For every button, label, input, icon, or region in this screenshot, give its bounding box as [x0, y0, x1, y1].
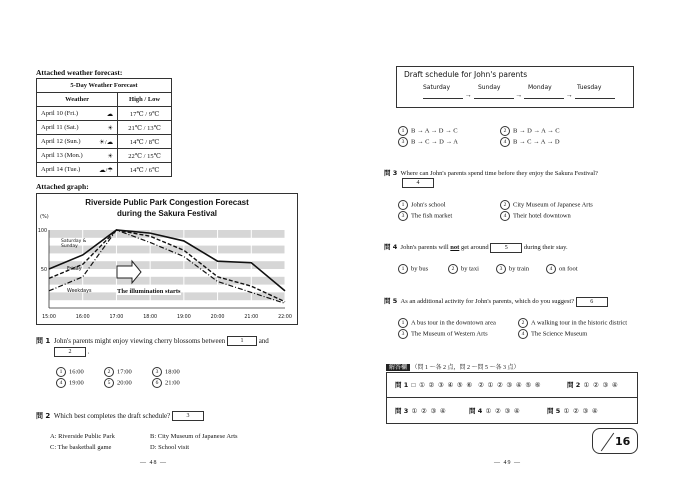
answer-note: （問 1 ～各 2 点，問 2 ～問 5 ～各 3 点）: [411, 365, 520, 371]
grid-band: [49, 277, 285, 285]
q1-line-2: 2 .: [54, 347, 90, 357]
weather-date: April 10 (Fri.): [41, 109, 79, 117]
option-text: 20:00: [117, 379, 132, 387]
grid-band: [49, 246, 285, 254]
q3-number: 問 3: [384, 169, 398, 177]
option-number: 3: [398, 329, 408, 339]
weather-date: April 12 (Sun.): [41, 137, 81, 145]
option-number: 2: [518, 318, 528, 328]
q2-answer-box[interactable]: 3: [172, 411, 204, 421]
day-monday: Monday: [528, 84, 552, 91]
option-text: B → C → A → D: [513, 138, 560, 146]
weather-date: April 14 (Tue.): [41, 165, 81, 173]
option-number: 4: [500, 211, 510, 221]
answer-q1: [395, 380, 542, 389]
q1-number: 問 1: [36, 337, 51, 345]
option-text: Their hotel downtown: [513, 212, 571, 220]
page-number-left: — 48 —: [140, 460, 167, 466]
q5-option[interactable]: [518, 318, 627, 328]
ans-q2-label: 問 2: [567, 381, 581, 389]
day-saturday: Saturday: [423, 84, 451, 91]
weather-table: [36, 78, 172, 177]
ans-q3-bubbles[interactable]: ① ② ③ ④: [411, 408, 447, 415]
answer-q2: [567, 380, 619, 389]
option-text: by taxi: [461, 265, 479, 273]
q4-answer-box[interactable]: 5: [490, 243, 522, 253]
option-text: B → A → D → C: [411, 127, 458, 135]
q3-option[interactable]: [398, 211, 452, 221]
q2-option[interactable]: [500, 137, 560, 147]
series-label-part: Saturday &: [61, 239, 87, 244]
q4-text-c: during their stay.: [523, 244, 568, 251]
x-tick-label: 19:00: [176, 315, 191, 320]
ans-q2-bubbles[interactable]: ① ② ③ ④: [583, 382, 619, 389]
q3-option[interactable]: [398, 200, 446, 210]
q4-not: not: [450, 244, 460, 251]
q2-item: A: Riverside Public Park: [50, 433, 115, 440]
q1-option[interactable]: [152, 367, 180, 377]
arrow-icon: →: [565, 91, 573, 99]
weather-row: [37, 135, 172, 149]
option-number: 1: [56, 367, 66, 377]
q3-option[interactable]: [500, 200, 593, 210]
q4-option[interactable]: [546, 264, 578, 274]
x-tick-label: 22:00: [278, 315, 292, 320]
option-text: by bus: [411, 265, 429, 273]
answer-tag: 解答欄: [386, 364, 410, 371]
blank: [474, 92, 514, 99]
answer-row-1: [387, 373, 637, 398]
option-number: 2: [500, 126, 510, 136]
q4-option[interactable]: [448, 264, 479, 274]
option-number: 1: [398, 318, 408, 328]
page-number-right: — 49 —: [494, 460, 521, 466]
option-number: 1: [398, 126, 408, 136]
graph-title-2: during the Sakura Festival: [116, 209, 218, 218]
option-number: 2: [448, 264, 458, 274]
weather-temp: 22℃ / 15℃: [118, 149, 172, 163]
x-tick-label: 15:00: [42, 315, 56, 320]
sun-icon: ☀: [107, 124, 114, 132]
weather-title: 5-Day Weather Forecast: [37, 79, 172, 93]
weather-temp: 14℃ / 8℃: [118, 135, 172, 149]
q2-item: B: City Museum of Japanese Arts: [150, 433, 238, 440]
weather-date: April 13 (Mon.): [41, 151, 83, 159]
score-slash: [601, 433, 614, 452]
option-number: 4: [546, 264, 556, 274]
option-number: 6: [152, 378, 162, 388]
q3-answer-box[interactable]: 4: [402, 178, 434, 188]
option-text: B → D → A → C: [513, 127, 560, 135]
ans-q1-bubbles-2[interactable]: ② ① ② ③ ④ ⑤ ⑥: [478, 382, 542, 389]
q4-option[interactable]: [398, 264, 428, 274]
option-text: B → C → D → A: [411, 138, 458, 146]
y-tick-label: 50: [40, 268, 47, 273]
q1-and: and: [258, 337, 269, 345]
weather-temp: 21℃ / 13℃: [118, 121, 172, 135]
option-text: John's school: [411, 201, 446, 209]
q2-number: 問 2: [36, 412, 51, 420]
option-text: 18:00: [165, 368, 180, 376]
q4-text-b: get around: [460, 244, 489, 251]
option-text: on foot: [559, 265, 578, 273]
q2-text: Which best completes the draft schedule?: [53, 412, 171, 420]
answer-header: [386, 362, 520, 371]
question-3: [384, 168, 598, 177]
q1-option[interactable]: [56, 367, 84, 377]
draft-title: Draft schedule for John's parents: [404, 70, 528, 79]
x-tick-label: 18:00: [143, 315, 158, 320]
congestion-graph: [36, 193, 298, 325]
x-tick-label: 20:00: [210, 315, 225, 320]
graph-label: Attached graph:: [36, 182, 89, 191]
weather-date: April 11 (Sat.): [41, 123, 79, 131]
series-label-part: Sunday: [61, 244, 78, 249]
answer-q5: [547, 406, 599, 415]
option-number: 5: [104, 378, 114, 388]
sun-icon: ☀: [107, 152, 114, 160]
ans-q4-label: 問 4: [469, 407, 483, 415]
q4-option[interactable]: [496, 264, 529, 274]
ans-q1-bubbles-1[interactable]: □ ① ② ③ ④ ⑤ ⑥: [411, 382, 474, 389]
q1-option[interactable]: [152, 378, 180, 388]
draft-schedule-box: [396, 66, 634, 108]
option-text: 19:00: [69, 379, 84, 387]
option-number: 2: [500, 200, 510, 210]
temp-col-head: High / Low: [118, 93, 172, 107]
ans-q1-label: 問 1: [395, 381, 409, 389]
x-tick-label: 21:00: [244, 315, 259, 320]
ans-q5-label: 問 5: [547, 407, 561, 415]
answer-q3: [395, 406, 447, 415]
option-number: 4: [56, 378, 66, 388]
option-text: The fish market: [411, 212, 453, 220]
option-text: A walking tour in the historic district: [531, 319, 628, 327]
score-total: 16: [615, 435, 631, 448]
question-2: [36, 411, 204, 421]
ans-q5-bubbles[interactable]: ① ② ③ ④: [563, 408, 599, 415]
q1-option[interactable]: [104, 378, 132, 388]
congestion-chart: [37, 194, 297, 324]
blank: [575, 92, 615, 99]
option-number: 3: [398, 211, 408, 221]
series-label-weekdays: Weekdays: [67, 289, 92, 294]
weather-row: [37, 149, 172, 163]
q2-item: C: The basketball game: [50, 444, 112, 451]
day-tuesday: Tuesday: [577, 84, 602, 91]
y-tick-label: 100: [37, 229, 47, 234]
question-5: [384, 296, 608, 307]
series-label-friday: Friday: [67, 267, 82, 272]
option-text: by train: [509, 265, 530, 273]
answer-sheet: [386, 372, 638, 424]
question-1: [36, 336, 269, 346]
day-sunday: Sunday: [478, 84, 501, 91]
illumination-label: The illumination starts: [117, 288, 181, 295]
ans-q4-bubbles[interactable]: ① ② ③ ④: [485, 408, 521, 415]
score-box: [592, 428, 638, 454]
option-text: 17:00: [117, 368, 132, 376]
q5-option[interactable]: [398, 329, 488, 339]
schedule-blanks: [423, 91, 615, 99]
option-text: The Science Museum: [531, 330, 588, 338]
weather-row: [37, 163, 172, 177]
q1-option[interactable]: [56, 378, 84, 388]
q2-option[interactable]: [398, 137, 458, 147]
option-text: City Museum of Japanese Arts: [513, 201, 593, 209]
option-text: A bus tour in the downtown area: [411, 319, 496, 327]
ans-q3-label: 問 3: [395, 407, 409, 415]
q4-number: 問 4: [384, 243, 398, 251]
weather-temp: 17℃ / 9℃: [118, 107, 172, 121]
q5-option[interactable]: [398, 318, 496, 328]
q1-option[interactable]: [104, 367, 132, 377]
option-number: 2: [104, 367, 114, 377]
weather-temp: 14℃ / 6℃: [118, 163, 172, 177]
weather-row: [37, 107, 172, 121]
q2-item: D: School visit: [150, 444, 190, 451]
graph-title-1: Riverside Public Park Congestion Forecast: [85, 198, 249, 207]
x-tick-label: 16:00: [75, 315, 90, 320]
q2-option[interactable]: [500, 126, 560, 136]
y-unit: (%): [40, 214, 49, 220]
q1-answer-box-2[interactable]: 2: [54, 347, 86, 357]
q2-option[interactable]: [398, 126, 458, 136]
cloud-icon: ☁: [106, 110, 114, 118]
arrow-icon: →: [464, 91, 472, 99]
q5-option[interactable]: [518, 329, 587, 339]
q4-text-a: John's parents will: [400, 244, 449, 251]
answer-q4: [469, 406, 521, 415]
option-number: 1: [398, 264, 408, 274]
option-number: 3: [152, 367, 162, 377]
q3-box-line: [402, 178, 434, 188]
blank: [423, 92, 463, 99]
q1-answer-box-1[interactable]: 1: [227, 336, 257, 346]
arrow-icon: →: [515, 91, 523, 99]
q5-text: As an additional activity for John's parents, which do you suggest?: [400, 298, 575, 305]
q1-text: John's parents might enjoy viewing cherry blossoms between: [53, 337, 226, 345]
cloud-rain-icon: ☁/☂: [99, 166, 114, 174]
option-number: 1: [398, 200, 408, 210]
option-text: 16:00: [69, 368, 84, 376]
q3-text: Where can John's parents spend time before they enjoy the Sakura Festival?: [400, 170, 598, 177]
sun-cloud-icon: ☀/☁: [99, 138, 114, 146]
weather-row: [37, 121, 172, 135]
blank: [524, 92, 564, 99]
option-text: 21:00: [165, 379, 180, 387]
weather-col-head: Weather: [37, 93, 118, 107]
option-number: 3: [398, 137, 408, 147]
option-number: 4: [518, 329, 528, 339]
option-number: 4: [500, 137, 510, 147]
question-4: [384, 242, 568, 253]
x-tick-label: 17:00: [109, 315, 124, 320]
option-text: The Museum of Western Arts: [411, 330, 488, 338]
q3-option[interactable]: [500, 211, 571, 221]
q5-answer-box[interactable]: 6: [576, 297, 608, 307]
q5-number: 問 5: [384, 297, 398, 305]
option-number: 3: [496, 264, 506, 274]
weather-label: Attached weather forecast:: [36, 68, 123, 77]
